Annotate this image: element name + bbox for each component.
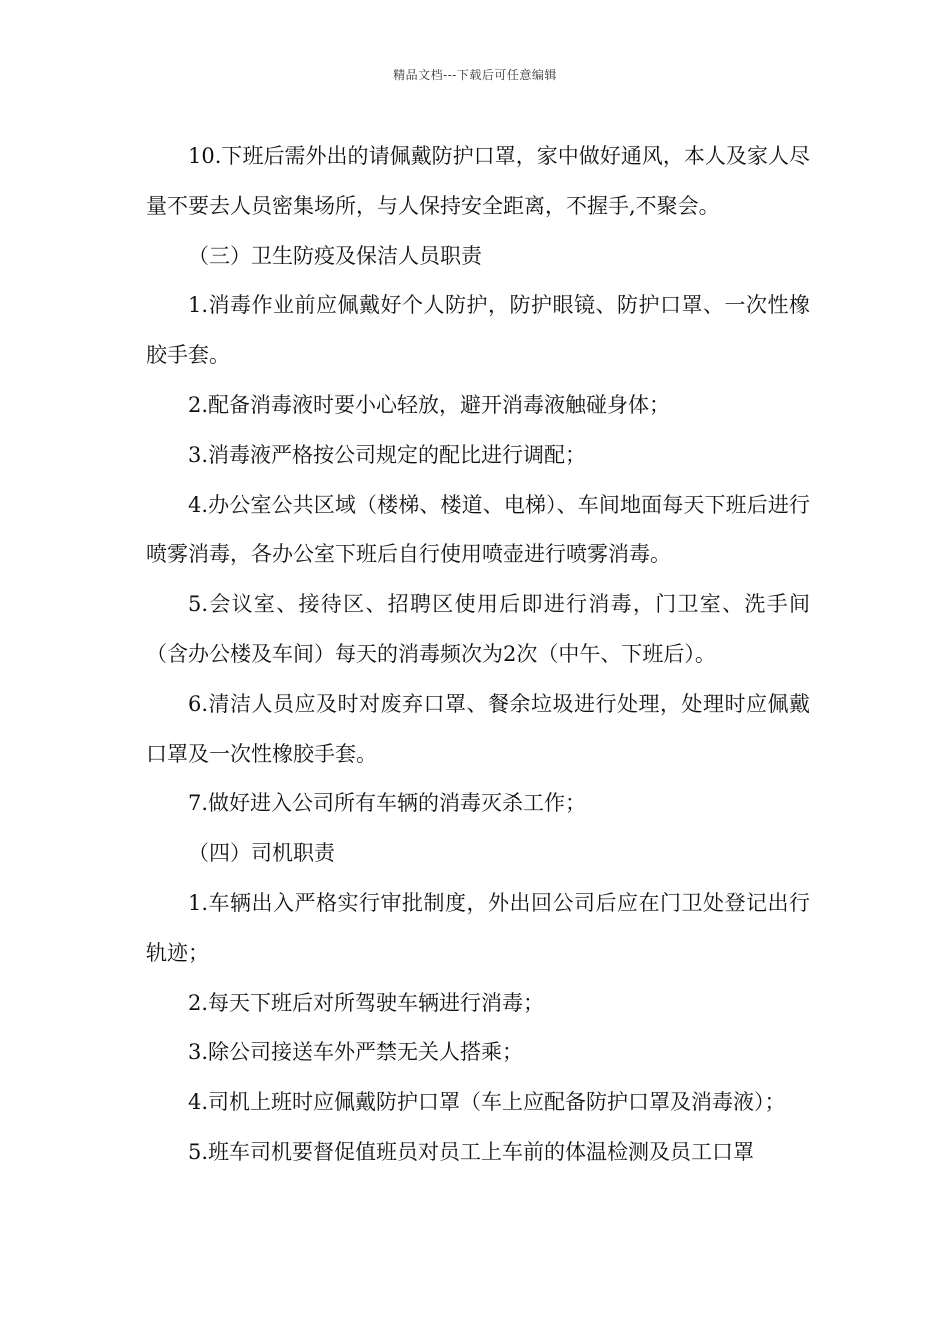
paragraph-driver-3: 3.除公司接送车外严禁无关人搭乘； bbox=[188, 1040, 524, 1065]
paragraph-driver-4: 4.司机上班时应佩戴防护口罩（车上应配备防护口罩及消毒液）； bbox=[188, 1090, 786, 1115]
section-heading-sanitation: （三）卫生防疫及保洁人员职责 bbox=[188, 243, 482, 268]
paragraph-sanitation-5: 5.会议室、接待区、招聘区使用后即进行消毒，门卫室、洗手间（含办公楼及车间）每天的消毒频次为2次（中午、下班后）。 bbox=[146, 592, 810, 666]
paragraph-sanitation-4: 4.办公室公共区域（楼梯、楼道、电梯）、车间地面每天下班后进行喷雾消毒，各办公室下班后自行使用喷壶进行喷雾消毒。 bbox=[146, 492, 810, 567]
paragraph-sanitation-6: 6.清洁人员应及时对废弃口罩、餐余垃圾进行处理，处理时应佩戴口罩及一次性橡胶手套。 bbox=[146, 691, 810, 766]
page-header: 精品文档---下载后可任意编辑 bbox=[393, 68, 557, 82]
paragraph-driver-1: 1.车辆出入严格实行审批制度，外出回公司后应在门卫处登记出行轨迹； bbox=[146, 890, 810, 965]
section-heading-drivers: （四）司机职责 bbox=[188, 841, 335, 866]
paragraph-sanitation-7: 7.做好进入公司所有车辆的消毒灭杀工作； bbox=[188, 791, 587, 816]
paragraph-rule-10: 10.下班后需外出的请佩戴防护口罩，家中做好通风，本人及家人尽量不要去人员密集场所，与人保持安全距离，不握手,不聚会。 bbox=[146, 144, 810, 218]
paragraph-driver-5: 5.班车司机要督促值班员对员工上车前的体温检测及员工口罩 bbox=[188, 1139, 755, 1164]
paragraph-driver-2: 2.每天下班后对所驾驶车辆进行消毒； bbox=[188, 990, 545, 1015]
document-body bbox=[146, 132, 810, 1178]
paragraph-sanitation-2: 2.配备消毒液时要小心轻放，避开消毒液触碰身体； bbox=[188, 392, 671, 417]
paragraph-sanitation-3: 3.消毒液严格按公司规定的配比进行调配； bbox=[188, 442, 587, 467]
paragraph-sanitation-1: 1.消毒作业前应佩戴好个人防护，防护眼镜、防护口罩、一次性橡胶手套。 bbox=[146, 293, 810, 368]
